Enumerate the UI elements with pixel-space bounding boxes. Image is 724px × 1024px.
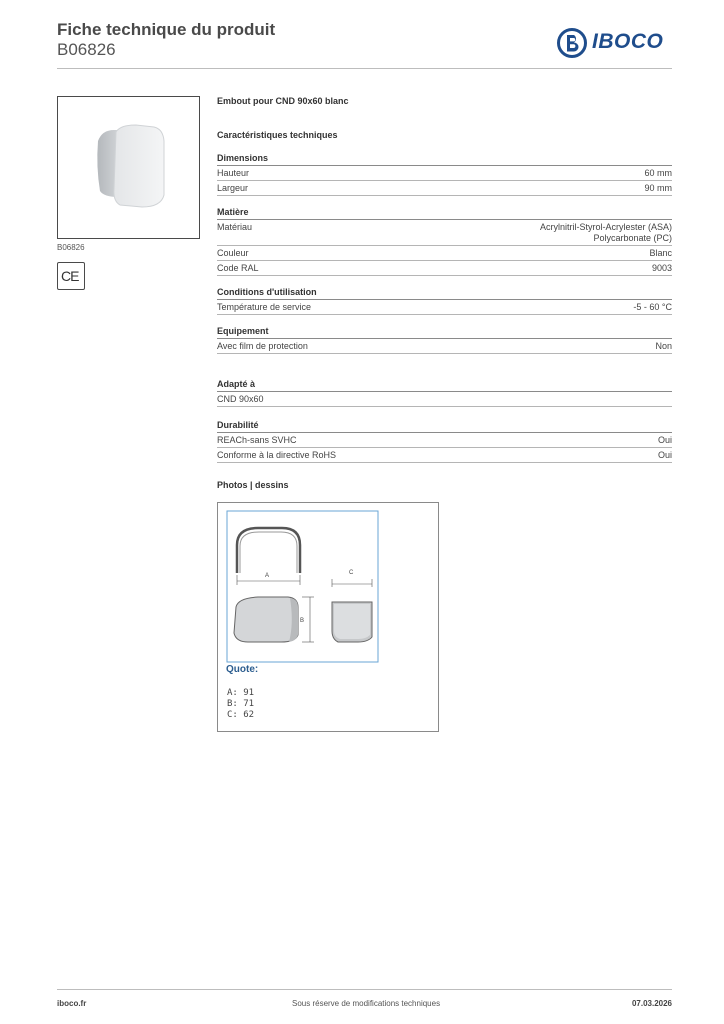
spec-label: Couleur [217,248,249,258]
spec-row [217,448,672,463]
spec-row [217,392,672,407]
logo-mark-icon [556,27,588,59]
spec-label: Matériau [217,222,253,232]
brand-name: IBOCO [592,30,664,53]
footer-notice: Sous réserve de modifications techniques [292,999,441,1008]
quote-line: C: 62 [227,710,255,720]
section-title: Durabilité [217,420,672,433]
spec-row [217,220,672,246]
product-code: B06826 [57,40,116,59]
spec-row [217,261,672,276]
footer-date: 07.03.2026 [631,999,672,1008]
section-adapte [217,379,672,407]
image-caption: B06826 [57,243,85,252]
spec-row [217,181,672,196]
section-matiere [217,207,672,276]
spec-value-line: Polycarbonate (PC) [593,233,672,243]
spec-value [540,222,672,244]
spec-value: Blanc [649,248,672,258]
spec-label: Température de service [217,302,312,312]
spec-value: 9003 [651,263,672,273]
spec-label: Hauteur [217,168,250,178]
spec-label: Code RAL [217,263,259,273]
quote-line: A: 91 [227,688,255,698]
spec-value: Oui [657,450,672,460]
spec-value: Non [655,341,672,351]
section-title: Matière [217,207,672,220]
brand-logo [556,28,674,58]
spec-label: Avec film de protection [217,341,308,351]
spec-label: CND 90x60 [217,394,264,404]
quote-title: Quote: [226,664,259,675]
section-conditions [217,287,672,315]
section-durabilite [217,420,672,463]
spec-value-line: Acrylnitril-Styrol-Acrylester (ASA) [539,222,672,232]
section-title: Conditions d'utilisation [217,287,672,300]
spec-row [217,339,672,354]
footer-site: iboco.fr [57,999,87,1008]
footer-divider [57,989,672,990]
quote-line: B: 71 [227,699,255,709]
spec-row [217,246,672,261]
page-title: Fiche technique du produit [57,20,276,39]
spec-value: -5 - 60 °C [633,302,672,312]
end-cap-photo [58,97,199,238]
tech-title: Caractéristiques techniques [217,130,338,140]
product-name: Embout pour CND 90x60 blanc [217,96,349,106]
section-title: Equipement [217,326,672,339]
dim-label-a: A [265,573,270,579]
spec-column [217,96,672,490]
spec-label: Largeur [217,183,249,193]
spec-value: 90 mm [644,183,672,193]
spec-row [217,433,672,448]
spec-label: REACh-sans SVHC [217,435,297,445]
spec-value: Oui [657,435,672,445]
photos-title: Photos | dessins [217,480,289,490]
dim-label-b: B [300,618,305,624]
ce-mark-icon [57,262,85,290]
spec-value: 60 mm [644,168,672,178]
header-divider [57,68,672,69]
section-title: Adapté à [217,379,672,392]
spec-label: Conforme à la directive RoHS [217,450,337,460]
spec-row [217,166,672,181]
dim-label-c: C [349,570,354,576]
section-dimensions [217,153,672,196]
ce-mark-text: CE [61,268,79,284]
section-equipement [217,326,672,354]
spec-row [217,300,672,315]
product-image [57,96,200,239]
section-title: Dimensions [217,153,672,166]
